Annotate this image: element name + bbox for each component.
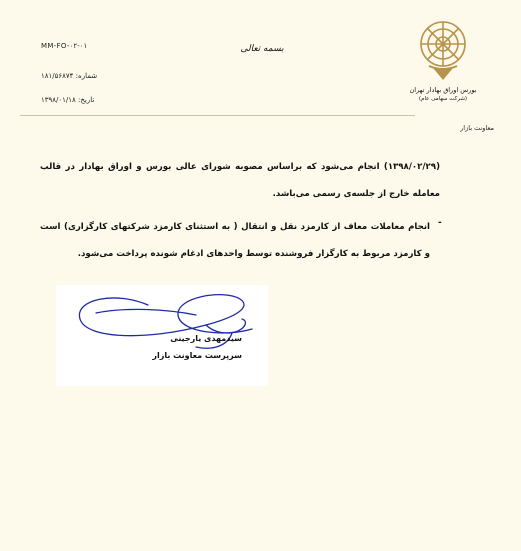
signer-title: سرپرست معاونت بازار: [152, 351, 242, 360]
reference-number: شماره: ۱۸۱/۵۶۸۷۴: [41, 72, 98, 80]
body-paragraph-1: (۱۳۹۸/۰۲/۲۹) انجام می‌شود که براساس مصوبه شورای عالی بورس و اوراق بهادار در قالب معامله خارج از جلسه‌ی رسمی می‌باشد.: [40, 162, 440, 199]
department-label: معاونت بازار: [460, 124, 494, 132]
document-date: تاریخ: ۱۳۹۸/۰۱/۱۸: [41, 96, 95, 104]
organization-name: بورس اوراق بهادار تهران: [409, 86, 477, 94]
signer-name: سیدمهدی یارجینی: [170, 334, 242, 343]
signature-block: [56, 285, 268, 386]
bismillah-heading: بسمه تعالی: [240, 44, 284, 54]
bullet-marker: -: [438, 218, 442, 228]
form-code: MM-FO-۰۲-۰۱: [41, 42, 88, 50]
header-divider: [20, 115, 415, 116]
organization-type: (شرکت سهامی عام): [418, 96, 468, 102]
body-paragraph-2: انجام معاملات معاف از کارمزد نقل و انتقال ( به استثنای کارمزد شرکتهای کارگزاری) است و کارمزد مربوط به کارگزار فروشنده توسط واحدهای ادغام شونده پرداخت می‌شود.: [40, 222, 430, 259]
tse-emblem-icon: [415, 16, 471, 86]
